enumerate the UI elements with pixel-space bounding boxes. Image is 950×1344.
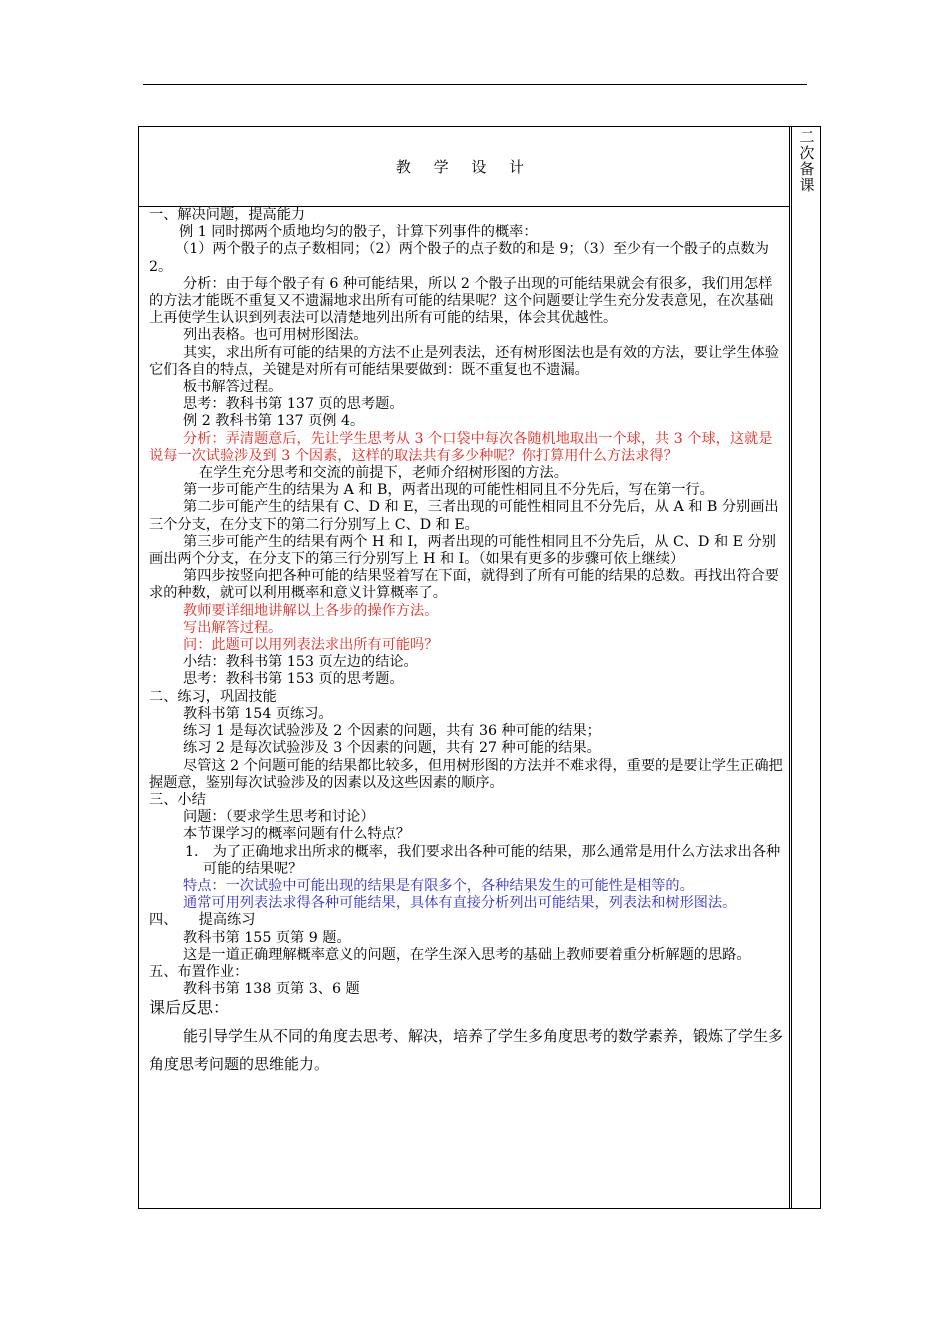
homework-ref: 教科书第 138 页第 3、6 题: [183, 981, 360, 998]
section-heading: 四、 提高练习: [149, 912, 256, 929]
question-heading: 问题：（要求学生思考和讨论）: [183, 809, 375, 826]
step-1: 第一步可能产生的结果为 A 和 B，两者出现的可能性相同且不分先后，写在第一行。: [183, 482, 714, 499]
extension-ref: 教科书第 155 页第 9 题。: [183, 929, 351, 946]
example-1-items: （1）两个骰子的点子数相同；（2）两个骰子的点子数的和是 9；（3）至少有一个骰子的点数为 2。: [149, 241, 769, 275]
extension-note: 这是一道正确理解概率意义的问题，在学生深入思考的基础上教师要着重分析解题的思路。: [183, 946, 751, 963]
section-heading: 三、小结: [149, 791, 206, 808]
side-char: 次: [799, 144, 815, 162]
question-1: 1. 为了正确地求出所求的概率，我们要求出各种可能的结果，那么通常是用什么方法求出各种可能的结果呢？: [185, 843, 781, 877]
header-rule: [143, 84, 807, 85]
page-title: 教 学 设 计: [395, 158, 534, 176]
reflection-heading: 课后反思：: [149, 998, 230, 1018]
step-2: 第二步可能产生的结果有 C、D 和 E，三者出现的可能性相同且不分先后，从 A 和 B 分别画出三个分支，在分支下的第二行分别写上 C、D 和 E。: [149, 499, 779, 533]
method-answer: 通常可用列表法求得各种可能结果，具体有直接分析列出可能结果，列表法和树形图法。: [183, 895, 737, 912]
lesson-table: [138, 126, 821, 1209]
column-divider-inner: [791, 127, 792, 1208]
side-char: 二: [799, 128, 815, 146]
method-note: 其实，求出所有可能的结果的方法不止是列表法，还有树形图法也是有效的方法，要让学生体验它们各自的特点，关键是对所有可能结果要做到：既不重复也不遗漏。: [149, 344, 779, 378]
example-1: 例 1 同时掷两个质地均匀的骰子，计算下列事件的概率：: [179, 224, 538, 241]
analysis-2: 分析：弄清题意后，先让学生思考从 3 个口袋中每次各随机地取出一个球，共 3 个球，这就是说每一次试验涉及到 3 个因素，这样的取法共有多少种呢？你打算用什么方法求得？: [149, 430, 773, 464]
column-divider: [789, 127, 790, 1208]
side-label: [794, 129, 820, 193]
practice-note: 尽管这 2 个问题可能的结果都比较多，但用树形图的方法并不难求得，重要的是要让学生正确把握题意，鉴别每次试验涉及的因素以及这些因素的顺序。: [149, 757, 783, 791]
section-heading: 二、练习，巩固技能: [149, 688, 277, 705]
lesson-content: [149, 207, 785, 1078]
teacher-note: 教师要详细地讲解以上各步的操作方法。: [183, 602, 439, 619]
reflection-text: 能引导学生从不同的角度去思考、解决，培养了学生多角度思考的数学素养，锻炼了学生多角度思考问题的思维能力。: [149, 1027, 784, 1074]
question-features: 本节课学习的概率问题有什么特点？: [183, 826, 411, 843]
practice-2: 练习 2 是每次试验涉及 3 个因素的问题，共有 27 种可能的结果。: [183, 740, 601, 757]
step-3: 第三步可能产生的结果有两个 H 和 I，两者出现的可能性相同且不分先后，从 C、D 和 E 分别画出两个分支，在分支下的第三行分别写上 H 和 I。（如果有更多的步骤可依上继续）: [149, 533, 776, 568]
summary-1: 小结：教科书第 153 页左边的结论。: [183, 654, 418, 671]
think-2: 思考：教科书第 153 页的思考题。: [183, 671, 404, 688]
write-answer-note: 写出解答过程。: [183, 619, 283, 636]
think-1: 思考：教科书第 137 页的思考题。: [183, 396, 404, 413]
features-answer: 特点：一次试验中可能出现的结果是有限多个，各种结果发生的可能性是相等的。: [183, 877, 694, 894]
side-char: 备: [799, 160, 815, 178]
practice-ref: 教科书第 154 页练习。: [183, 705, 333, 722]
example-2: 例 2 教科书第 137 页例 4。: [183, 413, 365, 430]
side-char: 课: [799, 176, 815, 194]
section-heading: 一、解决问题，提高能力: [149, 207, 306, 223]
practice-1: 练习 1 是每次试验涉及 2 个因素的问题，共有 36 种可能的结果；: [183, 723, 601, 740]
section-heading: 五、布置作业：: [149, 963, 249, 980]
tree-intro: 在学生充分思考和交流的前提下，老师介绍树形图的方法。: [199, 465, 568, 482]
board-note: 板书解答过程。: [183, 379, 283, 396]
table-note: 列出表格。也可用树形图法。: [183, 327, 368, 344]
question-note: 问：此题可以用列表法求出所有可能吗？: [183, 637, 439, 654]
step-4: 第四步按竖向把各种可能的结果竖着写在下面，就得到了所有可能的结果的总数。再找出符合要求的种数，就可以利用概率和意义计算概率了。: [149, 568, 779, 602]
analysis-1: 分析：由于每个骰子有 6 种可能结果，所以 2 个骰子出现的可能结果就会有很多，我们用怎样的方法才能既不重复又不遗漏地求出所有可能的结果呢？这个问题要让学生充分发表意见，在次基础上再使学生认识到列表法可以清楚地列出所有可能的结果，体会其优越性。: [149, 275, 774, 327]
